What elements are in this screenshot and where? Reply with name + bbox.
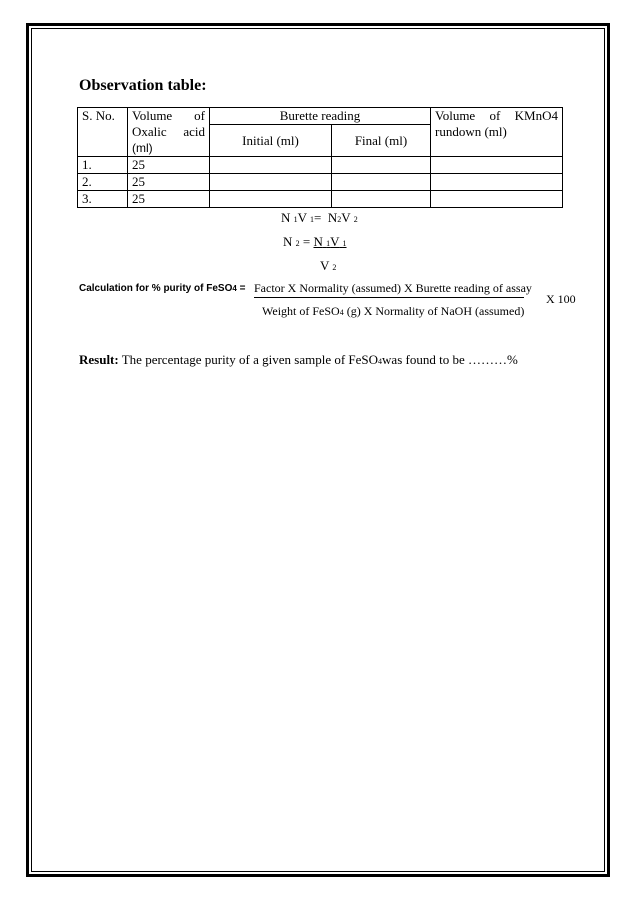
table-row <box>78 174 563 191</box>
table-header-row <box>78 108 563 125</box>
observation-table <box>77 107 563 208</box>
cell-sno: 3. <box>78 191 128 208</box>
calculation-label: Calculation for % purity of FeSO4 = <box>79 283 246 294</box>
cell-kmno4 <box>431 157 563 174</box>
header-volume-kmno4: Volume of KMnO4 rundown (ml) <box>431 108 563 157</box>
cell-initial <box>210 157 332 174</box>
fraction-line <box>254 297 524 298</box>
header-final: Final (ml) <box>332 125 431 157</box>
header-volume-oxalic: Volume of Oxalic acid (ml) <box>128 108 210 157</box>
cell-initial <box>210 191 332 208</box>
cell-kmno4 <box>431 191 563 208</box>
calculation-numerator: Factor X Normality (assumed) X Burette reading of assay <box>254 281 532 295</box>
header-burette-reading: Burette reading <box>210 108 431 125</box>
table-row <box>78 157 563 174</box>
cell-final <box>332 174 431 191</box>
cell-volume: 25 <box>128 191 210 208</box>
cell-initial <box>210 174 332 191</box>
equation-n1v1-n2v2: N 1V 1= N2V 2 <box>281 210 358 225</box>
cell-kmno4 <box>431 174 563 191</box>
equation-n2-numerator: N 2 = N 1V 1 <box>283 234 347 249</box>
header-sno: S. No. <box>78 108 128 157</box>
cell-sno: 1. <box>78 157 128 174</box>
cell-sno: 2. <box>78 174 128 191</box>
cell-final <box>332 191 431 208</box>
table-row <box>78 191 563 208</box>
cell-volume: 25 <box>128 174 210 191</box>
cell-volume: 25 <box>128 157 210 174</box>
calculation-multiplier: X 100 <box>546 292 576 306</box>
observation-table-title: Observation table: <box>79 77 207 94</box>
equation-n2-denominator: V 2 <box>320 258 337 273</box>
header-initial: Initial (ml) <box>210 125 332 157</box>
result-statement: Result: The percentage purity of a given sample of FeSO4was found to be ………% <box>79 352 518 367</box>
cell-final <box>332 157 431 174</box>
calculation-denominator: Weight of FeSO4 (g) X Normality of NaOH (assumed) <box>262 304 525 318</box>
